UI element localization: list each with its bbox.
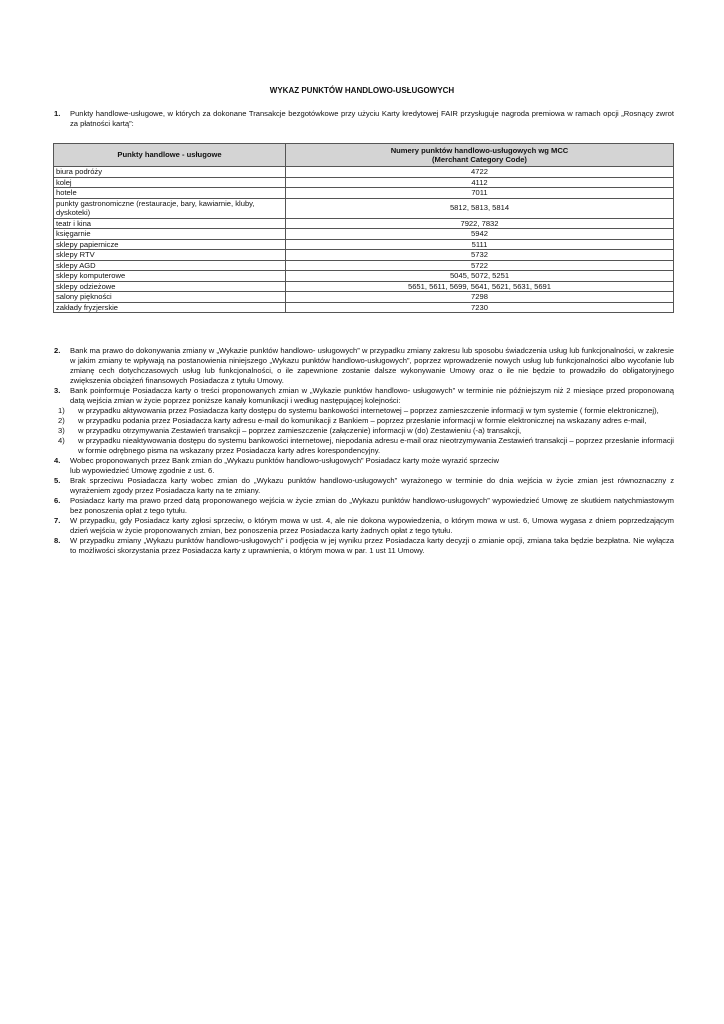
clause-text: Bank poinformuje Posiadacza karty o treści proponowanych zmian w „Wykazie punktów handlowo- usługowych” w terminie nie późniejszym niż 2 miesiące przed proponowaną datą wejścia zmian w życie poprzez poniższe kanały komunikacji i według następującej kolejności:	[70, 386, 674, 405]
merchant-type: zakłady fryzjerskie	[54, 302, 286, 313]
merchant-type: sklepy komputerowe	[54, 271, 286, 282]
header-merchant-type: Punkty handlowe - usługowe	[54, 144, 286, 167]
clause-number: 2.	[54, 346, 61, 355]
subclause-number: 1)	[58, 406, 65, 415]
clause-4-line1: Wobec proponowanych przez Bank zmian do „Wykazu punktów handlowo-usługowych” Posiadacz karty może wyrazić sprzeciw	[70, 456, 500, 465]
mcc-codes: 7230	[286, 302, 674, 313]
merchant-type: sklepy odzieżowe	[54, 281, 286, 292]
merchant-type: biura podróży	[54, 167, 286, 178]
table-row	[54, 188, 674, 199]
merchant-type: kolej	[54, 177, 286, 188]
subclause-2	[54, 416, 674, 426]
mcc-table	[53, 143, 674, 313]
subclause-3	[54, 426, 674, 436]
subclause-4	[54, 436, 674, 456]
header-mcc	[286, 144, 674, 167]
merchant-type: księgarnie	[54, 229, 286, 240]
clause-4	[54, 456, 674, 476]
merchant-type: teatr i kina	[54, 218, 286, 229]
point-1	[54, 109, 674, 129]
table-row	[54, 281, 674, 292]
merchant-type: sklepy AGD	[54, 260, 286, 271]
subclause-number: 3)	[58, 426, 65, 435]
mcc-codes: 7011	[286, 188, 674, 199]
table-row	[54, 229, 674, 240]
mcc-codes: 4112	[286, 177, 674, 188]
table-row	[54, 302, 674, 313]
clause-number: 6.	[54, 496, 61, 505]
merchant-type: punkty gastronomiczne (restauracje, bary, kawiarnie, kluby, dyskoteki)	[54, 198, 286, 218]
clause-8	[54, 536, 674, 556]
clause-number: 4.	[54, 456, 61, 465]
table-row	[54, 218, 674, 229]
mcc-codes: 5651, 5611, 5699, 5641, 5621, 5631, 5691	[286, 281, 674, 292]
subclause-1	[54, 406, 674, 416]
clause-4-line2: lub wypowiedzieć Umowę zgodnie z ust. 6.	[70, 466, 215, 475]
document-title: WYKAZ PUNKTÓW HANDLOWO-USŁUGOWYCH	[269, 86, 455, 95]
mcc-codes: 5812, 5813, 5814	[286, 198, 674, 218]
mcc-codes: 5045, 5072, 5251	[286, 271, 674, 282]
table-row	[54, 250, 674, 261]
mcc-codes: 5111	[286, 239, 674, 250]
clause-number: 3.	[54, 386, 61, 395]
clauses	[54, 346, 674, 556]
mcc-codes: 7298	[286, 292, 674, 303]
clause-text: Posiadacz karty ma prawo przed datą proponowanego wejścia w życie zmian do „Wykazu punktów handlowo-usługowych” wypowiedzieć Umowę ze skutkiem natychmiastowym bez ponoszenia opłat z tego tytułu.	[70, 496, 674, 515]
table-row	[54, 177, 674, 188]
clause-2	[54, 346, 674, 386]
table-row	[54, 292, 674, 303]
subclause-text: w przypadku nieaktywowania dostępu do systemu bankowości internetowej, niepodania adresu e-mail oraz nieotrzymywania Zestawień transakcji – poprzez przesłanie informacji w formie odrębnego pisma na wskazany przez Posiadacza karty adres korespondencyjny.	[78, 436, 674, 455]
header-mcc-line2: (Merchant Category Code)	[432, 155, 527, 164]
point-1-text: Punkty handlowe-usługowe, w których za dokonane Transakcje bezgotówkowe przy użyciu Karty kredytowej FAIR przysługuje nagroda premiowa w ramach opcji „Rosnący zwrot za płatności kartą”:	[70, 109, 674, 128]
table-header-row	[54, 144, 674, 167]
subclause-number: 4)	[58, 436, 65, 445]
subclause-text: w przypadku aktywowania przez Posiadacza karty dostępu do systemu bankowości internetowej – poprzez zamieszczenie informacji w tym systemie ( formie elektronicznej),	[78, 406, 659, 415]
clause-text: W przypadku zmiany „Wykazu punktów handlowo-usługowych” i podjęcia w jej wyniku przez Posiadacza karty decyzji o zmianie opcji, zmiana taka będzie bezpłatna. Nie wyłącza to możliwości skorzystania przez Posiadacza karty z uprawnienia, o którym mowa w par. 1 ust 11 Umowy.	[70, 536, 674, 555]
clause-3	[54, 386, 674, 406]
clause-text: Bank ma prawo do dokonywania zmiany w „Wykazie punktów handlowo- usługowych” w przypadku zmiany zakresu lub sposobu świadczenia usług lub funkcjonalności, w zakresie w jakim zmiany te wpływają na postanowienia niniejszego „Wykazu punktów handlowo-usługowych”, poprzez wprowadzenie nowych usług lub funkcjonalności albo wycofanie lub zmianę cech dotychczasowych usług lub funkcjonalności, o ile zapewnione zostanie dalsze wykonywanie Umowy oraz o ile nie będzie to prowadziło do obligatoryjnego zwiększenia obciążeń finansowych Posiadacza z tytułu Umowy.	[70, 346, 674, 385]
merchant-type: hotele	[54, 188, 286, 199]
point-1-number: 1.	[54, 109, 61, 118]
clause-6	[54, 496, 674, 516]
clause-text	[70, 456, 674, 476]
merchant-type: sklepy papiernicze	[54, 239, 286, 250]
merchant-type: sklepy RTV	[54, 250, 286, 261]
clause-number: 5.	[54, 476, 61, 485]
mcc-codes: 5722	[286, 260, 674, 271]
clause-7	[54, 516, 674, 536]
subclause-number: 2)	[58, 416, 65, 425]
clause-text: W przypadku, gdy Posiadacz karty zgłosi sprzeciw, o którym mowa w ust. 4, ale nie dokona wypowiedzenia, o którym mowa w ust. 6, Umowa wygasa z dniem poprzedzającym dzień wejścia w życie proponowanych zmian, bez ponoszenia przez Posiadacza karty żadnych opłat z tego tytułu.	[70, 516, 674, 535]
mcc-codes: 4722	[286, 167, 674, 178]
table-row	[54, 167, 674, 178]
merchant-type: salony piękności	[54, 292, 286, 303]
subclause-text: w przypadku podania przez Posiadacza karty adresu e-mail do komunikacji z Bankiem – poprzez przesłanie informacji w formie elektronicznej na wskazany adres e-mail,	[78, 416, 647, 425]
header-mcc-line1: Numery punktów handlowo-usługowych wg MCC	[390, 145, 569, 155]
clause-text: Brak sprzeciwu Posiadacza karty wobec zmian do „Wykazu punktów handlowo-usługowych” wyrażonego w terminie do dnia wejścia w życie zmian jest równoznaczny z wyrażeniem zgody przez Posiadacza karty na te zmiany.	[70, 476, 674, 495]
mcc-codes: 5732	[286, 250, 674, 261]
table-row	[54, 271, 674, 282]
clause-5	[54, 476, 674, 496]
table-row	[54, 239, 674, 250]
mcc-codes: 5942	[286, 229, 674, 240]
subclause-text: w przypadku otrzymywania Zestawień transakcji – poprzez zamieszczenie (załączenie) informacji w (do) Zestawieniu (-a) transakcji,	[78, 426, 522, 435]
table-row	[54, 198, 674, 218]
mcc-codes: 7922, 7832	[286, 218, 674, 229]
table-row	[54, 260, 674, 271]
clause-number: 7.	[54, 516, 61, 525]
clause-number: 8.	[54, 536, 61, 545]
